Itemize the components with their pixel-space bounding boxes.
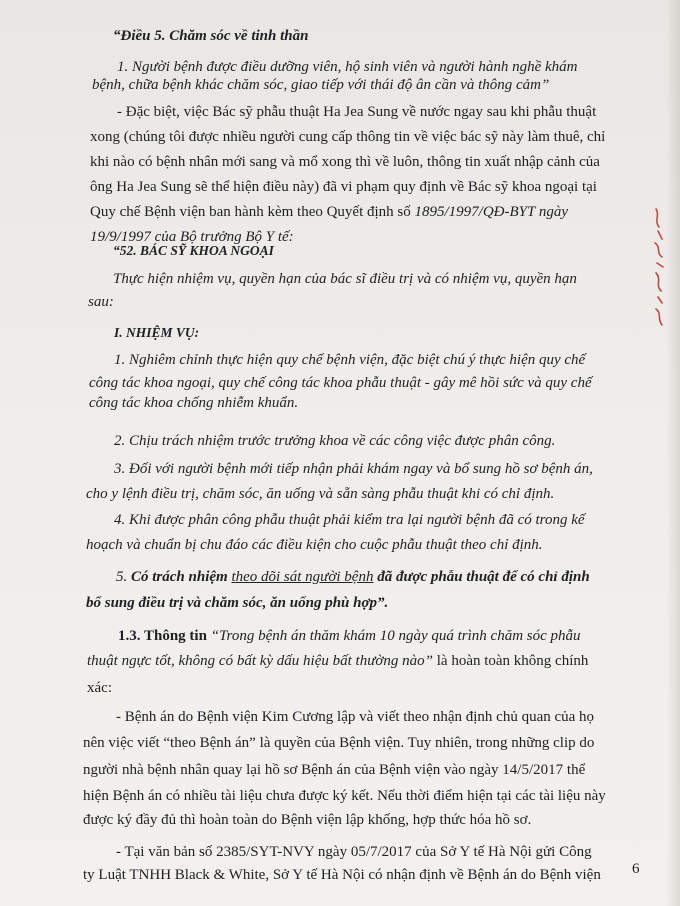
text-line: khi nào có bệnh nhân mới sang và mổ xong thì về luôn, thông tin xuất nhập cảnh của bbox=[90, 154, 600, 170]
text-line: 1. Người bệnh được điều dưỡng viên, hộ sinh viên và người hành nghề khám bbox=[117, 59, 578, 75]
text-span: “Trong bệnh án thăm khám 10 ngày quá trình chăm sóc phẫu bbox=[210, 628, 581, 644]
text-line: xong (chúng tôi được nhiều người cung cấp thông tin về việc bác sỹ này làm thuê, chỉ bbox=[90, 129, 606, 145]
text-line bbox=[90, 202, 568, 222]
text-span: thuật ngực tốt, không có bất kỳ dấu hiệu bất thường nào” bbox=[87, 653, 433, 669]
text-line: công tác khoa ngoại, quy chế công tác khoa phẫu thuật - gây mê hồi sức và quy chế bbox=[89, 375, 592, 391]
text-line: được ký đầy đủ thì hoàn toàn do Bệnh viện lập khống, hợp thức hóa hồ sơ. bbox=[83, 812, 532, 828]
text-line: - Đặc biệt, việc Bác sỹ phẫu thuật Ha Jea Sung về nước ngay sau khi phẫu thuật bbox=[117, 104, 597, 120]
text-line: ty Luật TNHH Black & White, Sở Y tế Hà Nội có nhận định về Bệnh án do Bệnh viện bbox=[83, 867, 601, 883]
text-line: sau: bbox=[88, 294, 114, 310]
text-line bbox=[116, 567, 590, 587]
decision-reference: 1895/1997/QĐ-BYT ngày bbox=[414, 204, 568, 220]
text-line: 3. Đối với người bệnh mới tiếp nhận phải khám ngay và bổ sung hồ sơ bệnh án, bbox=[114, 461, 593, 477]
text-line: 4. Khi được phân công phẫu thuật phải kiểm tra lại người bệnh đã có trong kế bbox=[114, 512, 585, 528]
text-line: hoạch và chuẩn bị chu đáo các điều kiện cho cuộc phẫu thuật theo chỉ định. bbox=[86, 537, 543, 553]
handwritten-margin-note-icon bbox=[650, 205, 672, 330]
text-line: người nhà bệnh nhân quay lại hồ sơ Bệnh án của Bệnh viện vào ngày 14/5/2017 thể bbox=[83, 762, 586, 778]
text-line bbox=[118, 626, 581, 646]
text-span: Có trách nhiệm bbox=[131, 569, 232, 585]
underlined-text: theo dõi sát người bệnh bbox=[231, 569, 374, 585]
text-line: bệnh, chữa bệnh khác chăm sóc, giao tiếp với thái độ ân cần và thông cảm” bbox=[92, 77, 550, 93]
section-heading: “52. BÁC SỸ KHOA NGOẠI bbox=[113, 243, 274, 258]
text-line: - Bệnh án do Bệnh viện Kim Cương lập và viết theo nhận định chủ quan của họ bbox=[116, 709, 595, 725]
text-line: nên việc viết “theo Bệnh án” là quyền của Bệnh viện. Tuy nhiên, trong những clip do bbox=[83, 735, 595, 751]
article-heading: “Điều 5. Chăm sóc về tinh thần bbox=[113, 28, 309, 44]
text-line: xác: bbox=[87, 680, 112, 696]
text-line: 19/9/1997 của Bộ trưởng Bộ Y tế: bbox=[90, 229, 294, 245]
text-line: bổ sung điều trị và chăm sóc, ăn uống phù hợp”. bbox=[86, 595, 389, 611]
text-line: 2. Chịu trách nhiệm trước trưởng khoa về các công việc được phân công. bbox=[114, 433, 556, 449]
text-line: hiện Bệnh án có nhiều tài liệu chưa được ký kết. Nếu thời điểm hiện tại các tài liệu này bbox=[83, 788, 606, 804]
text-line: ông Ha Jea Sung sẽ thể hiện điều này) đã vi phạm quy định về Bác sỹ khoa ngoại tại bbox=[90, 179, 597, 195]
text-span: 5. bbox=[116, 569, 131, 585]
text-line: cho y lệnh điều trị, chăm sóc, ăn uống và sẵn sàng phẫu thuật khi có chỉ định. bbox=[86, 486, 555, 502]
text-span: Quy chế Bệnh viện ban hành kèm theo Quyết định số bbox=[90, 204, 415, 220]
page-edge-shadow bbox=[666, 0, 680, 906]
section-heading: I. NHIỆM VỤ: bbox=[114, 325, 200, 340]
text-span: đã được phẫu thuật để có chỉ định bbox=[373, 569, 590, 585]
text-span: là hoàn toàn không chính bbox=[433, 653, 589, 669]
text-line: - Tại văn bản số 2385/SYT-NVY ngày 05/7/2017 của Sở Y tế Hà Nội gửi Công bbox=[116, 844, 592, 860]
page-number: 6 bbox=[632, 861, 640, 877]
text-line: 1. Nghiêm chỉnh thực hiện quy chế bệnh viện, đặc biệt chú ý thực hiện quy chế bbox=[114, 352, 586, 368]
text-line: công tác khoa chống nhiễm khuẩn. bbox=[89, 395, 299, 411]
text-line: Thực hiện nhiệm vụ, quyền hạn của bác sĩ điều trị và có nhiệm vụ, quyền hạn bbox=[113, 271, 577, 287]
text-line bbox=[87, 651, 588, 671]
section-number: 1.3. Thông tin bbox=[118, 628, 211, 644]
